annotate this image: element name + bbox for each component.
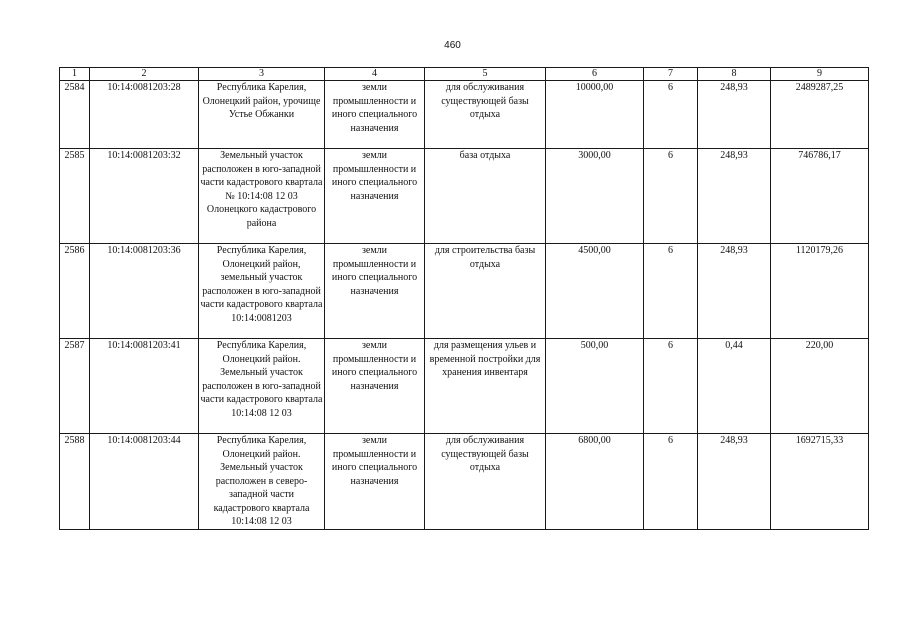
cadastral-value: 746786,17 [771, 149, 869, 244]
specific-value: 248,93 [698, 434, 771, 530]
cadastral-number: 10:14:0081203:32 [90, 149, 199, 244]
row-number: 2584 [60, 81, 90, 149]
cadastral-value: 1692715,33 [771, 434, 869, 530]
group-number: 6 [644, 81, 698, 149]
column-header-1: 1 [60, 68, 90, 81]
specific-value: 0,44 [698, 339, 771, 434]
column-header-4: 4 [325, 68, 425, 81]
permitted-use: для обслуживания существующей базы отдыха [425, 81, 546, 149]
group-number: 6 [644, 149, 698, 244]
cadastral-number: 10:14:0081203:44 [90, 434, 199, 530]
permitted-use: база отдыха [425, 149, 546, 244]
location: Республика Карелия, Олонецкий район, земельный участок расположен в юго-западной части кадастрового квартала 10:14:0081203 [199, 244, 325, 339]
column-header-2: 2 [90, 68, 199, 81]
location: Республика Карелия, Олонецкий район, урочище Устье Обжанки [199, 81, 325, 149]
cadastral-number: 10:14:0081203:41 [90, 339, 199, 434]
area: 3000,00 [546, 149, 644, 244]
cadastral-number: 10:14:0081203:36 [90, 244, 199, 339]
column-header-8: 8 [698, 68, 771, 81]
permitted-use: для размещения ульев и временной постройки для хранения инвентаря [425, 339, 546, 434]
permitted-use: для обслуживания существующей базы отдыха [425, 434, 546, 530]
location: Республика Карелия, Олонецкий район. Земельный участок расположен в юго-западной части кадастрового квартала 10:14:08 12 03 [199, 339, 325, 434]
specific-value: 248,93 [698, 244, 771, 339]
land-category: земли промышленности и иного специального назначения [325, 149, 425, 244]
table-row [60, 434, 869, 530]
cadastral-number: 10:14:0081203:28 [90, 81, 199, 149]
row-number: 2585 [60, 149, 90, 244]
column-header-3: 3 [199, 68, 325, 81]
land-category: земли промышленности и иного специального назначения [325, 81, 425, 149]
column-header-6: 6 [546, 68, 644, 81]
group-number: 6 [644, 244, 698, 339]
land-category: земли промышленности и иного специального назначения [325, 244, 425, 339]
land-category: земли промышленности и иного специального назначения [325, 434, 425, 530]
table-row [60, 339, 869, 434]
table-row [60, 244, 869, 339]
column-header-7: 7 [644, 68, 698, 81]
group-number: 6 [644, 339, 698, 434]
land-registry-table [59, 67, 869, 530]
group-number: 6 [644, 434, 698, 530]
location: Республика Карелия, Олонецкий район. Земельный участок расположен в северо-западной части кадастрового квартала 10:14:08 12 03 [199, 434, 325, 530]
row-number: 2588 [60, 434, 90, 530]
permitted-use: для строительства базы отдыха [425, 244, 546, 339]
page-number: 460 [444, 40, 461, 51]
area: 10000,00 [546, 81, 644, 149]
table-row [60, 81, 869, 149]
row-number: 2586 [60, 244, 90, 339]
area: 4500,00 [546, 244, 644, 339]
cadastral-value: 220,00 [771, 339, 869, 434]
column-header-5: 5 [425, 68, 546, 81]
land-category: земли промышленности и иного специального назначения [325, 339, 425, 434]
area: 500,00 [546, 339, 644, 434]
cadastral-value: 1120179,26 [771, 244, 869, 339]
specific-value: 248,93 [698, 149, 771, 244]
table-row [60, 149, 869, 244]
area: 6800,00 [546, 434, 644, 530]
column-header-9: 9 [771, 68, 869, 81]
row-number: 2587 [60, 339, 90, 434]
specific-value: 248,93 [698, 81, 771, 149]
cadastral-value: 2489287,25 [771, 81, 869, 149]
location: Земельный участок расположен в юго-западной части кадастрового квартала № 10:14:08 12 03 Олонецкого кадастрового района [199, 149, 325, 244]
header-row [60, 68, 869, 81]
